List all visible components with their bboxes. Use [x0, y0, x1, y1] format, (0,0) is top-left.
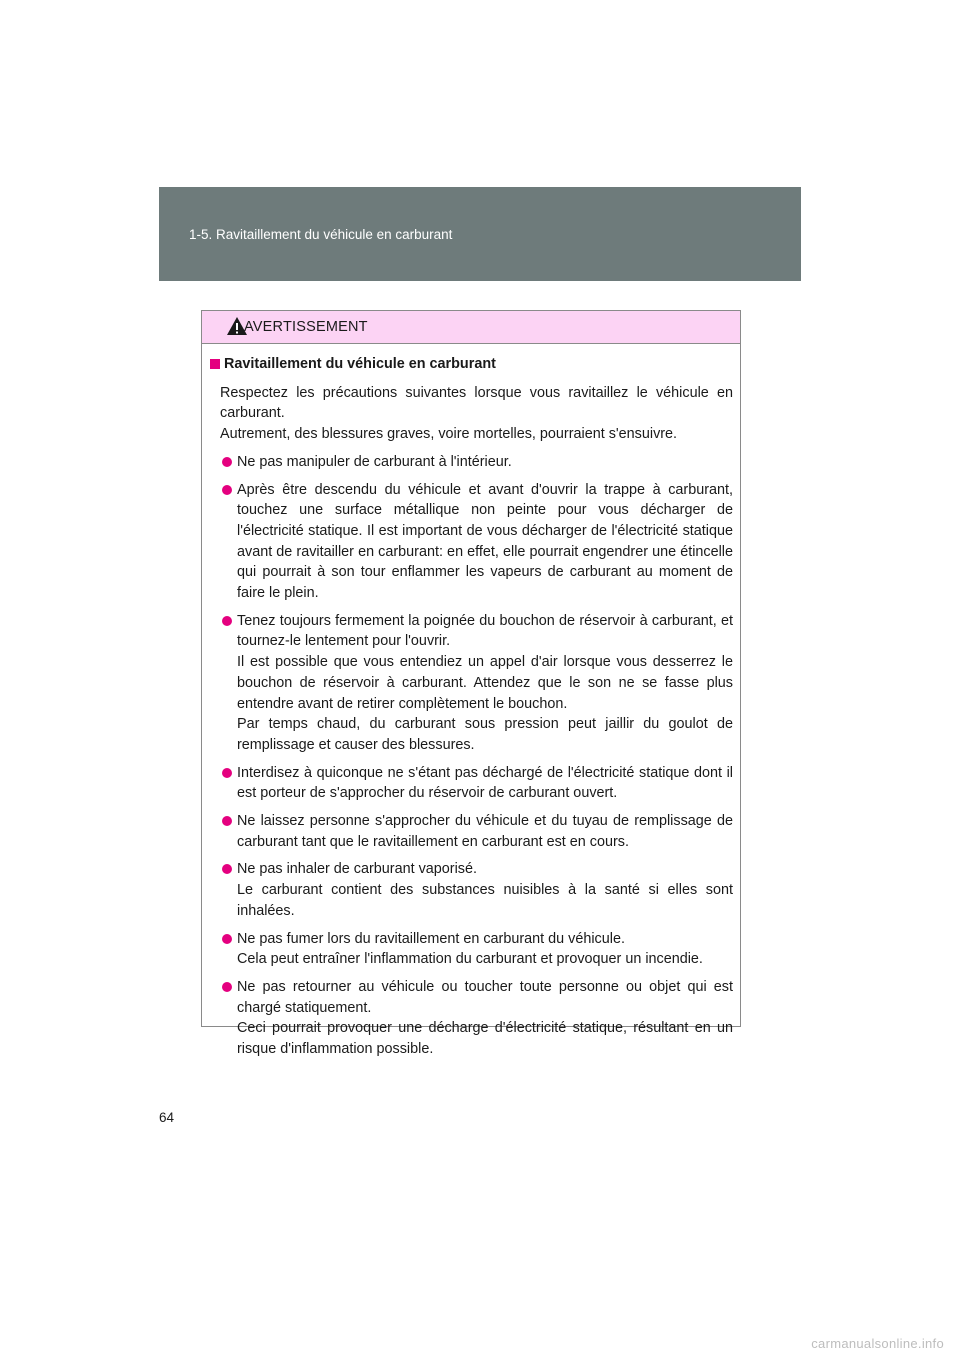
bullet-line: Ne pas manipuler de carburant à l'intérieur.	[237, 453, 512, 470]
bullet-line: Par temps chaud, du carburant sous pression peut jaillir du goulot de remplissage et causer des blessures.	[237, 716, 733, 753]
bullet-dot-icon	[222, 864, 232, 874]
bullet-line: Ne pas fumer lors du ravitaillement en carburant du véhicule.	[237, 930, 625, 947]
bullet-content	[237, 811, 733, 852]
bullet-line: Le carburant contient des substances nuisibles à la santé si elles sont inhalées.	[237, 882, 733, 919]
warning-header	[202, 311, 740, 344]
list-item	[208, 811, 733, 852]
bullet-line: Tenez toujours fermement la poignée du bouchon de réservoir à carburant, et tournez-le lentement pour l'ouvrir.	[237, 612, 733, 650]
bullet-line: Ne laissez personne s'approcher du véhicule et du tuyau de remplissage de carburant tant que le ravitaillement en carburant est en cours.	[237, 813, 733, 850]
section-heading-text: Ravitaillement du véhicule en carburant	[224, 356, 496, 372]
bullet-content	[237, 763, 733, 804]
warning-body	[202, 344, 740, 1060]
bullet-line: Ceci pourrait provoquer une décharge d'électricité statique, résultant en un risque d'inflammation possible.	[237, 1020, 733, 1058]
list-item	[208, 977, 733, 1060]
bullet-content	[237, 859, 733, 921]
bullet-content	[237, 929, 733, 970]
list-item	[208, 611, 733, 756]
bullet-dot-icon	[222, 934, 232, 944]
page-number: 64	[159, 1110, 175, 1125]
warning-box	[201, 310, 741, 1058]
section-header-bar	[159, 187, 801, 281]
list-item	[208, 452, 733, 473]
bullet-content	[237, 611, 733, 756]
bullet-content	[237, 480, 733, 604]
warning-title: AVERTISSEMENT	[244, 319, 368, 335]
watermark: carmanualsonline.info	[811, 1336, 944, 1351]
bullet-dot-icon	[222, 768, 232, 778]
bullet-dot-icon	[222, 982, 232, 992]
list-item	[208, 859, 733, 921]
bullet-line: Ne pas inhaler de carburant vaporisé.	[237, 861, 477, 878]
bullet-line: Cela peut entraîner l'inflammation du carburant et provoquer un incendie.	[237, 951, 703, 968]
bullet-line: Ne pas retourner au véhicule ou toucher toute personne ou objet qui est chargé statiquement.	[237, 978, 733, 1016]
list-item	[208, 763, 733, 804]
bullet-content	[237, 452, 733, 473]
square-bullet-icon	[210, 359, 220, 369]
section-heading	[208, 354, 733, 375]
bullet-content	[237, 977, 733, 1060]
intro-text	[220, 383, 733, 445]
bullet-line: Après être descendu du véhicule et avant d'ouvrir la trappe à carburant, touchez une surface métallique non peinte pour vous décharger de l'électricité statique. Il est important de vous décharger de l'électricité statique avant de ravitailler en carburant: en effet, elle pourrait engendrer une étincelle qui pourrait à son tour enflammer les vapeurs de carburant au moment de faire le plein.	[237, 481, 733, 602]
bullet-dot-icon	[222, 816, 232, 826]
bullet-dot-icon	[222, 457, 232, 467]
list-item	[208, 480, 733, 604]
list-item	[208, 929, 733, 970]
bullet-dot-icon	[222, 485, 232, 495]
bullet-dot-icon	[222, 616, 232, 626]
intro-paragraph: Autrement, des blessures graves, voire mortelles, pourraient s'ensuivre.	[220, 426, 678, 443]
precaution-list	[208, 452, 733, 1060]
bullet-line: Interdisez à quiconque ne s'étant pas déchargé de l'électricité statique dont il est porteur de s'approcher du réservoir de carburant ouvert.	[237, 764, 733, 802]
bullet-line: Il est possible que vous entendiez un appel d'air lorsque vous desserrez le bouchon de réservoir à carburant. Attendez que le son ne se fasse plus entendre avant de retirer complètement le bouchon.	[237, 654, 733, 712]
section-title: 1-5. Ravitaillement du véhicule en carburant	[189, 227, 453, 242]
intro-paragraph: Respectez les précautions suivantes lorsque vous ravitaillez le véhicule en carburant.	[220, 384, 733, 422]
